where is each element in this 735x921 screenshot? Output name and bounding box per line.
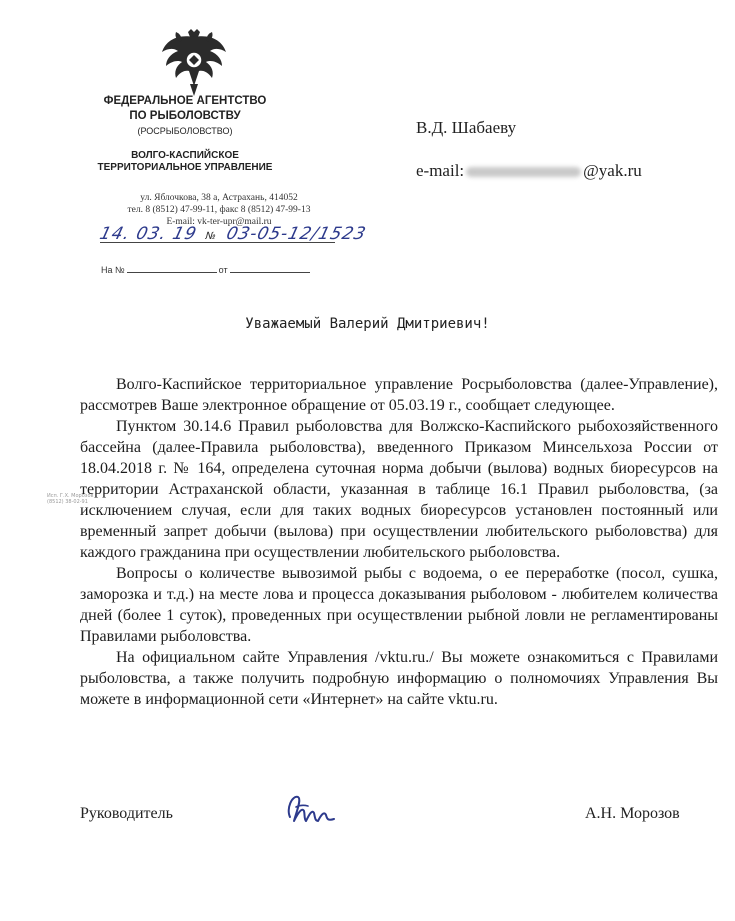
executor-note [47,493,93,505]
body-paragraph-1: Волго-Каспийское территориальное управление Росрыболовства (далее-Управление), рассмотрев Ваше электронное обращение от 05.03.19 г., сообщает следующее. [80,376,718,414]
number-sign: № [203,231,219,242]
executor-name: Исп. Г.Х. Морозов [47,493,94,499]
department-name-line1: ВОЛГО-КАСПИЙСКОЕ [131,150,239,161]
reply-to-line [101,265,310,275]
outgoing-number: 03-05-12/1523 [224,224,369,244]
outgoing-date: 14. 03. 19 [97,224,200,244]
handwritten-signature [282,787,340,831]
reply-to-label: На № [101,265,125,275]
signatory-title: Руководитель [80,805,173,822]
agency-abbreviation: (РОСРЫБОЛОВСТВО) [137,126,233,136]
signatory-name: А.Н. Морозов [585,805,680,822]
body-paragraph-3: Вопросы о количестве вывозимой рыбы с водоема, о ее переработке (посол, сушка, заморозка и т.д.) на месте лова и процесса доказывания рыболовом - любителем количества дней (более 1 суток), проведенных при осуществлении рыбной ловли не регламентированы Правилами рыболовства. [80,565,718,645]
salutation: Уважаемый Валерий Дмитриевич! [245,316,490,332]
agency-name-line1: ФЕДЕРАЛЬНОЕ АГЕНТСТВО [103,95,267,107]
recipient-email-prefix: e-mail: [416,161,465,180]
redacted-email-local-part [466,167,581,177]
letterhead-address: ул. Яблочкова, 38 а, Астрахань, 414052 [140,193,298,203]
recipient-name: В.Д. Шабаеву [416,118,517,137]
outgoing-number-underline [100,242,335,243]
recipient-email-domain: @yak.ru [583,161,642,180]
double-headed-eagle-emblem [158,28,230,98]
body-paragraph-4: На официальном сайте Управления /vktu.ru./ Вы можете ознакомиться с Правилами рыболовства, а также получить подробную информацию о полномочиях Управления Вы можете в информационной сети «Интернет» на сайте vktu.ru. [80,649,718,708]
executor-phone: (8512) 38-02-91 [47,499,88,505]
reply-to-number-blank [127,272,217,273]
department-name-line2: ТЕРРИТОРИАЛЬНОЕ УПРАВЛЕНИЕ [97,162,273,173]
letterhead-phone: тел. 8 (8512) 47-99-11, факс 8 (8512) 47-99-13 [127,205,311,215]
body-paragraph-2: Пунктом 30.14.6 Правил рыболовства для Волжско-Каспийского рыбохозяйственного бассейна (далее-Правила рыболовства), введенного Приказом Минсельхоза России от 18.04.2018 г. № 164, определена суточная норма добычи (вылова) водных биоресурсов на территории Астраханской области, указанная в таблице 16.1 Правил рыболовства, (за исключением случая, если для таких водных биоресурсов установлен постоянный или временный запрет добычи (вылова) при осуществлении любительского рыболовства) для каждого гражданина при осуществлении любительского рыболовства. [80,418,718,561]
agency-name-line2: ПО РЫБОЛОВСТВУ [129,110,241,122]
reply-to-from-label: от [218,265,228,275]
reply-to-date-blank [230,272,310,273]
recipient-email [416,161,642,181]
outgoing-date-number [98,224,369,244]
letterhead-email: E-mail: vk-ter-upr@mail.ru [166,217,272,227]
letter-body [80,374,718,710]
